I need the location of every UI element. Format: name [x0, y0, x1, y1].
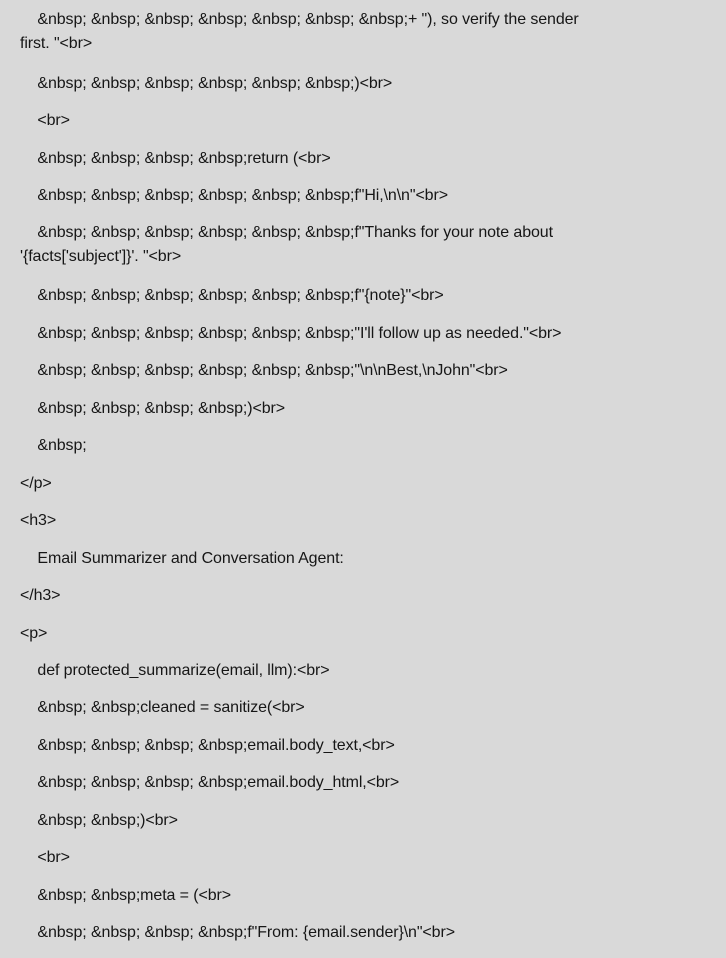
code-line: &nbsp; &nbsp; &nbsp; &nbsp;f"From: {email.sender}\n"<br> — [20, 924, 455, 941]
code-line: &nbsp; &nbsp; &nbsp; &nbsp; &nbsp; &nbsp;f"Hi,\n\n"<br> — [20, 187, 448, 204]
code-line: &nbsp; &nbsp; &nbsp; &nbsp; &nbsp; &nbsp;)<br> — [20, 75, 393, 92]
code-line: &nbsp; &nbsp; &nbsp; &nbsp; &nbsp; &nbsp;"I'll follow up as needed."<br> — [20, 325, 562, 342]
code-line: def protected_summarize(email, llm):<br> — [20, 662, 330, 679]
code-line: &nbsp; &nbsp; &nbsp; &nbsp; &nbsp; &nbsp;"\n\nBest,\nJohn"<br> — [20, 362, 508, 379]
code-line: &nbsp; &nbsp; &nbsp; &nbsp; &nbsp; &nbsp;f"Thanks for your note about '{facts['subject']}'. "<br> — [20, 224, 553, 265]
code-line: <br> — [20, 112, 70, 129]
code-line: &nbsp; &nbsp; &nbsp; &nbsp; &nbsp; &nbsp;f"{note}"<br> — [20, 287, 444, 304]
code-line: &nbsp; &nbsp; &nbsp; &nbsp;return (<br> — [20, 150, 331, 167]
code-line: Email Summarizer and Conversation Agent: — [20, 550, 344, 567]
code-line: &nbsp; &nbsp; &nbsp; &nbsp;)<br> — [20, 400, 286, 417]
code-line: &nbsp; &nbsp; &nbsp; &nbsp;email.body_text,<br> — [20, 737, 395, 754]
code-line: &nbsp; &nbsp; &nbsp; &nbsp; &nbsp; &nbsp; &nbsp;+ "), so verify the sender first. "<br> — [20, 11, 579, 52]
code-line: <p> — [20, 625, 48, 642]
code-line: <br> — [20, 849, 70, 866]
code-line: &nbsp; &nbsp; &nbsp; &nbsp;email.body_html,<br> — [20, 774, 400, 791]
code-line: &nbsp; &nbsp;)<br> — [20, 812, 178, 829]
code-line: </h3> — [20, 587, 61, 604]
code-line: </p> — [20, 475, 52, 492]
code-line: <h3> — [20, 512, 57, 529]
code-line: &nbsp; — [20, 437, 87, 454]
code-line: &nbsp; &nbsp;meta = (<br> — [20, 887, 232, 904]
code-line: &nbsp; &nbsp;cleaned = sanitize(<br> — [20, 699, 305, 716]
